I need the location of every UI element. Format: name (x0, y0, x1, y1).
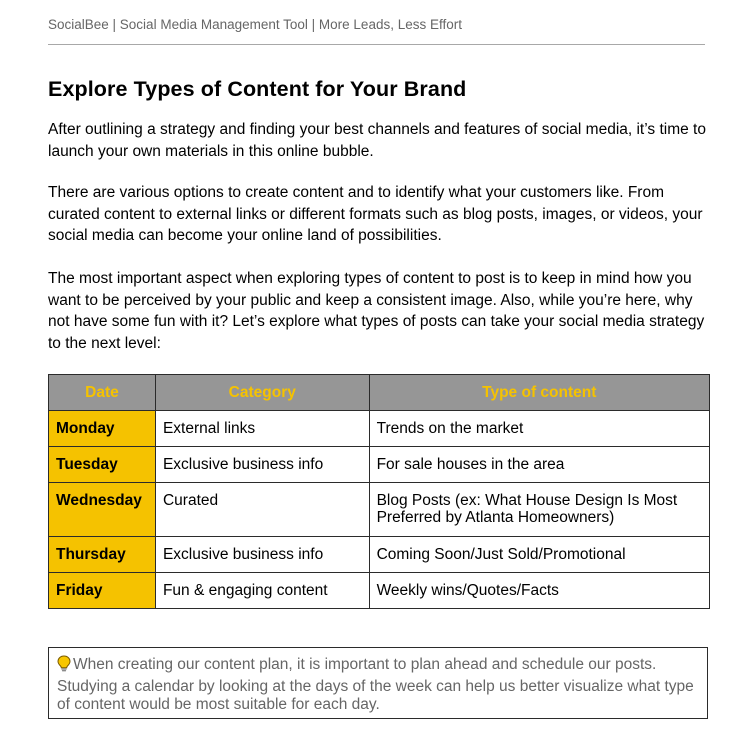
category-cell: Curated (155, 483, 369, 537)
tip-callout (48, 647, 708, 719)
article-heading: Explore Types of Content for Your Brand (48, 77, 467, 101)
options-paragraph: There are various options to create content and to identify what your customers like. From curated content to external links or different formats such as blog posts, images, or videos, your social media can become your online land of possibilities. (48, 184, 703, 244)
column-header-date: Date (49, 375, 156, 411)
content-type-cell: Trends on the market (369, 411, 709, 447)
day-cell: Thursday (49, 537, 156, 573)
day-cell: Friday (49, 573, 156, 609)
content-type-cell: For sale houses in the area (369, 447, 709, 483)
tip-text: When creating our content plan, it is important to plan ahead and schedule our posts. Studying a calendar by looking at the days of the week can help us better visualize what type of content would be most suitable for each day. (57, 656, 694, 713)
table-row (49, 537, 710, 573)
column-header-type: Type of content (369, 375, 709, 411)
intro-paragraph: After outlining a strategy and finding your best channels and features of social media, it’s time to launch your own materials in this online bubble. (48, 121, 706, 160)
lightbulb-icon (57, 655, 71, 678)
content-schedule-table (48, 374, 710, 609)
content-type-cell: Weekly wins/Quotes/Facts (369, 573, 709, 609)
content-type-cell: Coming Soon/Just Sold/Promotional (369, 537, 709, 573)
day-cell: Tuesday (49, 447, 156, 483)
day-cell: Monday (49, 411, 156, 447)
column-header-category: Category (155, 375, 369, 411)
aspect-paragraph: The most important aspect when exploring types of content to post is to keep in mind how you want to be perceived by your public and keep a consistent image. Also, while you’re here, why not have some fun with it? Let’s explore what types of posts can take your social media strategy to the next level: (48, 270, 705, 352)
content-type-cell: Blog Posts (ex: What House Design Is Most Preferred by Atlanta Homeowners) (369, 483, 709, 537)
table-row (49, 447, 710, 483)
category-cell: Exclusive business info (155, 537, 369, 573)
category-cell: Exclusive business info (155, 447, 369, 483)
category-cell: External links (155, 411, 369, 447)
table-row (49, 573, 710, 609)
header-divider (48, 44, 705, 45)
table-row (49, 483, 710, 537)
site-title: SocialBee | Social Media Management Tool | More Leads, Less Effort (48, 17, 462, 32)
day-cell: Wednesday (49, 483, 156, 537)
category-cell: Fun & engaging content (155, 573, 369, 609)
table-header-row (49, 375, 710, 411)
table-row (49, 411, 710, 447)
